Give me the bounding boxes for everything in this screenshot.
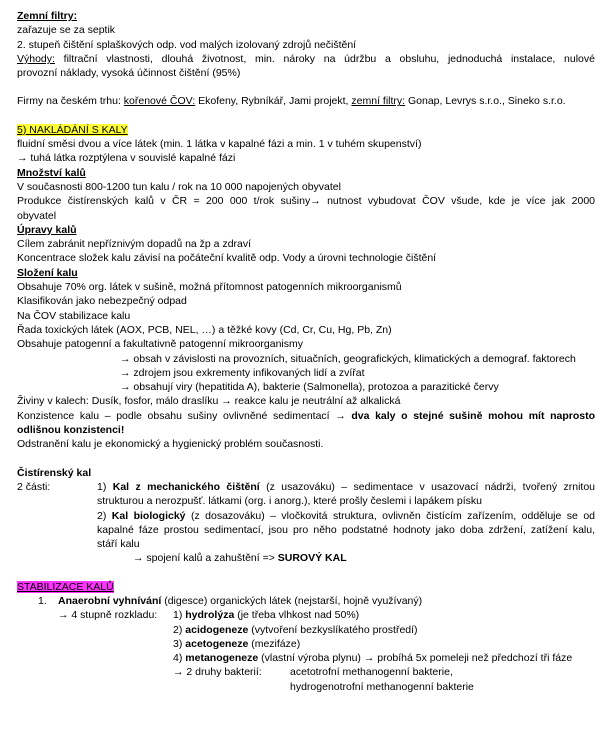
part-2-title: Kal biologický [111,509,186,522]
mnozstvi-heading: Množství kalů [17,166,86,179]
slozeni-line-5: Obsahuje patogenní a fakultativně patogenní mikroorganismy [17,338,304,351]
slozeni-line-6: → obsah v závislosti na provozních, situačních, geografických, klimatických a demograf. faktorech [120,352,576,365]
surovy-kal-bold: SUROVÝ KAL [277,552,347,565]
konzistence-text: Konzistence kalu – podle obsahu sušiny ovlivněné sedimentací → [17,409,352,422]
part-2-line-3: stáří kalu [97,538,140,551]
cistirensky-heading: Čistírenský kal [17,466,92,479]
surovy-kal-line [17,551,595,565]
casti-label: 2 části: [17,480,51,493]
zemni-line-1: zařazuje se za septik [17,24,116,37]
part-2-line-1 [97,509,595,523]
stage-1-title: hydrolýza [185,609,235,622]
bacteria-2: hydrogenotrofní methanogenní bakterie [290,680,474,693]
part-2-line-2: kapalné fáze prostou sedimentací, jsou pro něho podstatné hodnoty jako doba zdržení, zatížení kalu, [97,523,595,536]
stage-2-text: (vytvoření bezkyslíkatého prostředí) [248,623,418,636]
part-1-text: (z usazováku) – sedimentace v usazovací nádrži, tvořený zrnitou [259,480,595,493]
slozeni-line-4: Řada toxických látek (AOX, PCB, NEL, …) a těžké kovy (Cd, Cr, Cu, Hg, Pb, Zn) [17,323,392,336]
part-1-line-2: strukturou a nerozpušť. látkami (org. i anorg.), které prošly česlemi i lapákem písku [97,495,483,508]
item-1-number: 1. [38,594,47,607]
item-1-text: (digesce) organických látek (nejstarší, hojně využívaný) [161,594,423,607]
zemni-filtry-heading: Zemní filtry: [17,10,78,22]
vyhody-label: Výhody: [17,52,55,65]
stage-1-text: (je třeba vlhkost nad 50%) [234,609,360,622]
part-2-number: 2) [97,509,112,522]
slozeni-line-1: Obsahuje 70% org. látek v sušině, možná přítomnost patogenních mikroorganismů [17,281,402,294]
kaly-line-2: → tuhá látka rozptýlena v souvislé kapalné fázi [17,152,236,165]
item-1-title: Anaerobní vyhnívání [58,594,162,607]
bacteria-1: acetotrofní methanogenní bakterie, [290,666,453,679]
upravy-line-2: Koncentrace složek kalu závisí na počáteční kvalitě odp. Vody a úrovni technologie čištění [17,252,437,265]
firmy-prefix: Firmy na českém trhu: [17,95,124,108]
kaly-line-1: fluidní směsi dvou a více látek (min. 1 látka v kapalné fázi a min. 1 v tuhém skupenství) [17,138,422,151]
bakterie-label: → 2 druhy bakterií: [173,666,262,679]
stage-4-text: (vlastní výroba plynu) → probíhá 5x pomeleji než předchozí tři fáze [258,652,573,665]
korenove-label: kořenové ČOV: [123,95,196,108]
slozeni-line-3: Na ČOV stabilizace kalu [17,309,131,322]
kaly-section-heading: 5) NAKLÁDÁNÍ S KALY [17,123,128,136]
stage-3-text: (mezifáze) [248,637,301,650]
part-2-text: (z dosazováku) – vločkovitá struktura, ovlivněn čistícím zařízením, odděluje se od [185,509,595,522]
firmy-line [17,94,595,108]
stage-2-number: 2) [173,623,186,636]
stupne-label: → 4 stupně rozkladu: [58,609,158,622]
stage-1-number: 1) [173,609,186,622]
zemni-filtry-label: zemní filtry: [351,95,406,108]
slozeni-line-8: → obsahují viry (hepatitida A), bakterie (Salmonella), protozoa a parazitické červy [120,381,499,394]
mnozstvi-line-2: Produkce čistírenských kalů v ČR = 200 000 t/rok sušiny→ nutnost vybudovat ČOV všude, kde je více jak 2000 [17,195,595,208]
konzistence-line [17,409,595,423]
part-1-line-1 [97,480,595,494]
stage-3-title: acetogeneze [185,637,249,650]
vyhody-text-2: provozní náklady, vysoká účinnost čištění (95%) [17,67,241,80]
document-page [17,9,595,694]
stage-4-title: metanogeneze [185,652,259,665]
stage-3-number: 3) [173,637,186,650]
konzistence-bold: dva kaly o stejné sušině mohou mít naprosto [351,409,595,422]
vyhody-text: filtrační vlastnosti, dlouhá životnost, min. nároky na údržbu a obsluhu, jednoduchá instalace, nulové [54,52,595,65]
konzistence-bold-2: odlišnou konzistenci! [17,424,125,437]
slozeni-heading: Složení kalu [17,266,78,279]
part-1-number: 1) [97,480,113,493]
surovy-kal-text: → spojení kalů a zahuštění => [133,552,278,565]
stabilizace-heading: STABILIZACE KALŮ [17,580,114,593]
part-1-title: Kal z mechanického čištění [112,480,260,493]
zemni-line-2: 2. stupeň čištění splaškových odp. vod malých izolovaný zdrojů nečištění [17,38,357,51]
korenove-text: Ekofeny, Rybníkář, Jami projekt, [195,95,352,108]
stage-2-title: acidogeneze [185,623,249,636]
upravy-line-1: Cílem zabránit nepříznivým dopadů na žp a zdraví [17,238,252,251]
mnozstvi-line-3: obyvatel [17,209,57,222]
stage-4-number: 4) [173,652,186,665]
mnozstvi-line-1: V současnosti 800-1200 tun kalu / rok na 10 000 napojených obyvatel [17,180,341,193]
slozeni-line-7: → zdrojem jsou exkrementy infikovaných lidí a zvířat [120,366,365,379]
odstraneni-line: Odstranění kalu je ekonomický a hygienický problém současnosti. [17,438,324,451]
slozeni-line-9: Živiny v kalech: Dusík, fosfor, málo draslíku → reakce kalu je neutrální až alkalická [17,395,401,408]
upravy-heading: Úpravy kalů [17,223,77,236]
slozeni-line-2: Klasifikován jako nebezpečný odpad [17,295,187,308]
zemni-filtry-firms: Gonap, Levrys s.r.o., Sineko s.r.o. [405,95,566,108]
